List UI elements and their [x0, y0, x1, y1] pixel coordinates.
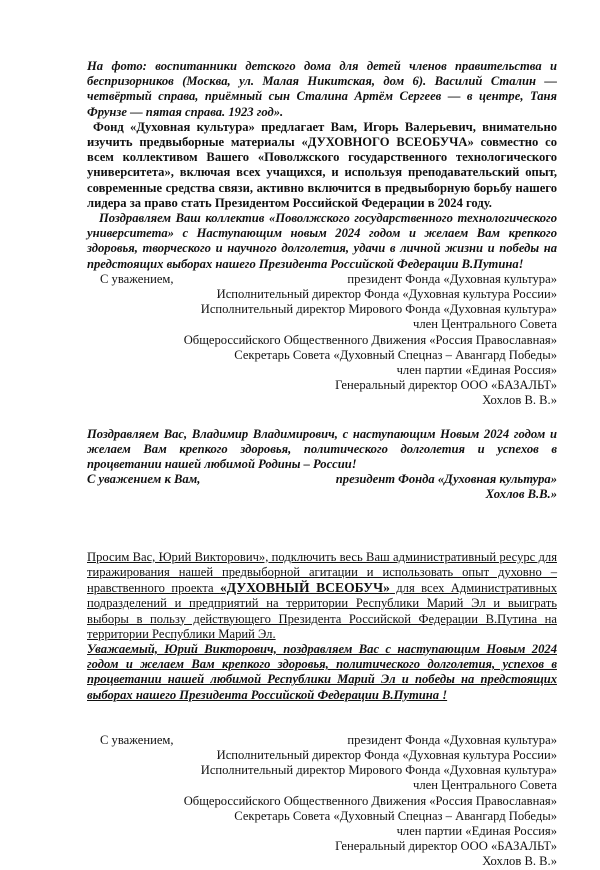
signature-line: член Центрального Совета: [413, 778, 557, 793]
signature-line: Общероссийского Общественного Движения «Россия Православная»: [183, 332, 557, 347]
governor-greeting: Уважаемый, Юрий Викторович, поздравляем Вас с наступающим Новым 2024 годом и желаем Вам крепкого здоровья, политического долголетия, успехов в процветании нашей любимой Республики Марий Эл и победы на предстоящих выборах нашего Президента Российской Федерации В.Путина !: [87, 641, 557, 702]
signature-line: Исполнительный директор Мирового Фонда «Духовная культура»: [200, 302, 557, 317]
request-text-part2: для всех Административных подразделений и предприятий на территории Республики Марий Эл и выиграть выборы в пользу действующего Президента Российской Федерации В.Путина на территории Республики Марий Эл.: [87, 581, 557, 641]
signature-line: член Центрального Совета: [413, 317, 557, 332]
president-greeting: Поздравляем Вас, Владимир Владимирович, с наступающим Новым 2024 годом и желаем Вам крепкого здоровья, политического долголетия и успехов в процветании нашей любимой Родины – России!: [87, 426, 557, 472]
signature-line: Общероссийского Общественного Движения «Россия Православная»: [183, 793, 557, 808]
project-name-emphasis: «ДУХОВНЫЙ ВСЕОБУЧ»: [219, 580, 390, 596]
signature-line: Секретарь Совета «Духовный Спецназ – Авангард Победы»: [234, 808, 557, 823]
signature-closing: С уважением,: [100, 732, 174, 747]
photo-caption: На фото: воспитанники детского дома для детей членов правительства и беспризорников (Москва, ул. Малая Никитская, дом 6). Василий Сталин — четвёртый справа, приёмный сын Сталина Артём Сергеев — в центре, Таня Фрунзе — пятая справа. 1923 год».: [87, 59, 557, 119]
signature-name: Хохлов В.В.»: [485, 487, 557, 502]
signature-line: Исполнительный директор Фонда «Духовная культура России»: [216, 287, 557, 302]
signature-line: президент Фонда «Духовная культура»: [347, 732, 557, 747]
signature-name: Хохлов В. В.»: [482, 854, 557, 869]
signature-closing: С уважением,: [100, 271, 174, 286]
signature-line: член партии «Единая Россия»: [396, 823, 557, 838]
signature-line: Исполнительный директор Мирового Фонда «Духовная культура»: [200, 763, 557, 778]
signature-line: член партии «Единая Россия»: [396, 363, 557, 378]
signature-block-1: [87, 272, 557, 409]
signature-line: президент Фонда «Духовная культура»: [347, 271, 557, 286]
request-paragraph: [87, 550, 557, 642]
request-text-part1: Просим Вас, Юрий Викторович», подключить весь Ваш административный ресурс для тиражирования нашей предвыборной агитации и использовать опыт духовно – нравственного проекта: [87, 549, 557, 596]
signature-line: Генеральный директор ООО «БАЗАЛЬТ»: [335, 378, 557, 393]
signature-title: президент Фонда «Духовная культура»: [335, 472, 557, 487]
fund-proposal-paragraph: Фонд «Духовная культура» предлагает Вам, Игорь Валерьевич, внимательно изучить предвыборные материалы «ДУХОВНОГО ВСЕОБУЧА» совместно со всем коллективом Вашего «Поволжского государственного технологического университета», включая всех учащихся, и используя преподавательский опыт, современные средства связи, активно включится в предвыборную борьбу нашего лидера за право стать Президентом Российской Федерации в 2024 году.: [87, 119, 557, 210]
university-greeting: Поздравляем Ваш коллектив «Поволжского государственного технологического университета» с Наступающим новым 2024 годом и желаем Вам крепкого здоровья, творческого и научного долголетия, удачи в личной жизни и победы на предстоящих выборах нашего Президента Российской Федерации В.Путина!: [87, 211, 557, 271]
signature-line: Секретарь Совета «Духовный Спецназ – Авангард Победы»: [234, 347, 557, 362]
signature-block-3: [87, 733, 557, 870]
signature-line: Генеральный директор ООО «БАЗАЛЬТ»: [335, 839, 557, 854]
signature-closing: С уважением к Вам,: [87, 472, 201, 487]
document-page: [87, 59, 557, 870]
signature-block-2: [87, 472, 557, 502]
signature-line: Исполнительный директор Фонда «Духовная культура России»: [216, 747, 557, 762]
signature-name: Хохлов В. В.»: [482, 393, 557, 408]
